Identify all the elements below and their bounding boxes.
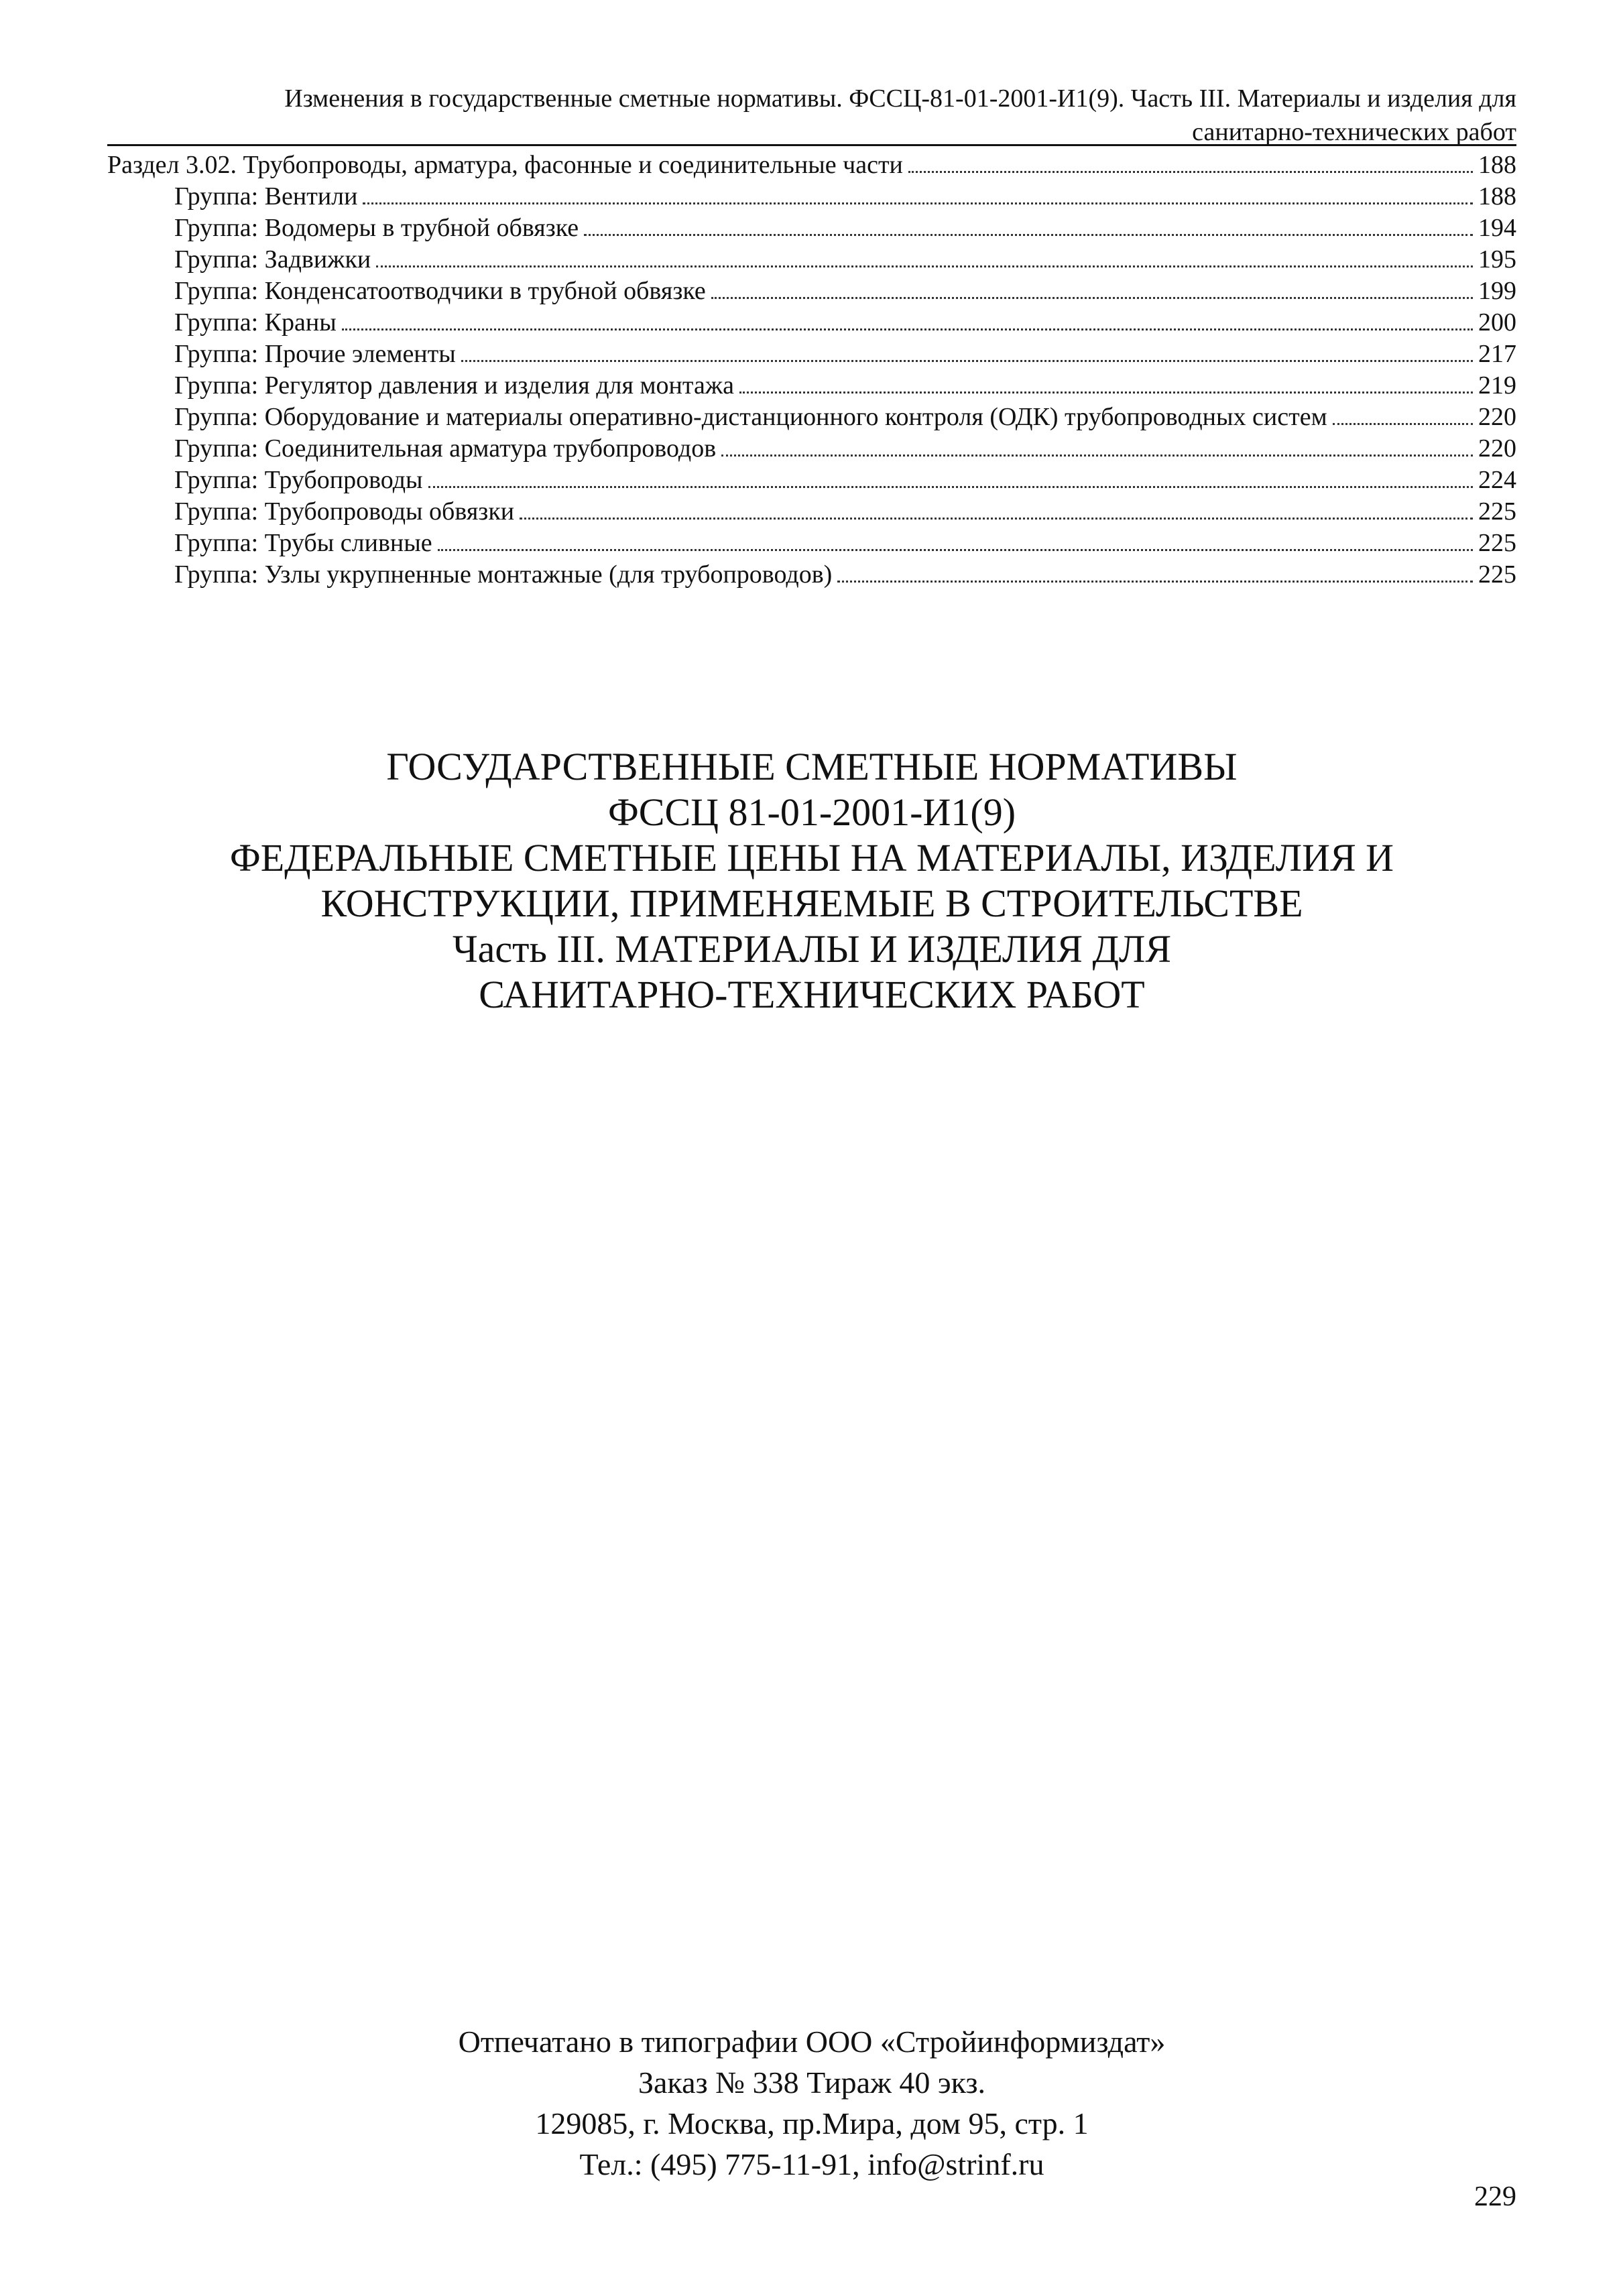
toc-section-label: Раздел 3.02. Трубопроводы, арматура, фасонные и соединительные части	[107, 151, 903, 179]
title-line-3: ФЕДЕРАЛЬНЫЕ СМЕТНЫЕ ЦЕНЫ НА МАТЕРИАЛЫ, ИЗДЕЛИЯ И	[229, 836, 1394, 880]
toc-group-label: Группа: Водомеры в трубной обвязке	[174, 214, 579, 242]
header-rule	[107, 144, 1516, 146]
title-line-5: Часть III. МАТЕРИАЛЫ И ИЗДЕЛИЯ ДЛЯ	[452, 927, 1172, 971]
toc-leader	[721, 455, 1473, 457]
running-header	[177, 82, 1516, 149]
toc-group-row	[107, 370, 1516, 402]
title-line-6: САНИТАРНО-ТЕХНИЧЕСКИХ РАБОТ	[479, 973, 1145, 1016]
toc-group-label: Группа: Вентили	[174, 182, 358, 210]
toc-leader	[908, 171, 1473, 173]
toc-group-page: 194	[1478, 214, 1516, 242]
page-number: 229	[1474, 2181, 1516, 2212]
toc-leader	[363, 202, 1473, 204]
toc-group-row	[107, 339, 1516, 370]
document-title	[107, 744, 1516, 1018]
title-line-2: ФССЦ 81-01-2001-И1(9)	[607, 790, 1016, 834]
toc-group-label: Группа: Регулятор давления и изделия для монтажа	[174, 371, 734, 400]
toc-group-label: Группа: Конденсатоотводчики в трубной обвязке	[174, 277, 706, 305]
toc-section-row	[107, 149, 1516, 181]
imprint-order: Заказ № 338 Тираж 40 экз.	[638, 2065, 986, 2100]
toc-group-page: 224	[1478, 466, 1516, 494]
toc-group-row	[107, 528, 1516, 559]
toc-group-label: Группа: Задвижки	[174, 245, 371, 274]
toc-group-label: Группа: Трубопроводы	[174, 466, 423, 494]
running-header-line-1: Изменения в государственные сметные нормативы. ФССЦ-81-01-2001-И1(9). Часть III. Материалы и изделия для	[284, 84, 1516, 113]
imprint-address: 129085, г. Москва, пр.Мира, дом 95, стр. 1	[535, 2106, 1089, 2140]
printing-imprint	[107, 2021, 1516, 2185]
toc-group-page: 188	[1478, 182, 1516, 210]
toc-leader	[1333, 423, 1473, 425]
toc-group-page: 225	[1478, 497, 1516, 526]
toc-leader	[739, 391, 1473, 394]
toc-leader	[461, 360, 1473, 362]
toc-group-row	[107, 402, 1516, 433]
imprint-contacts: Тел.: (495) 775-11-91, info@strinf.ru	[579, 2147, 1044, 2181]
toc-group-label: Группа: Прочие элементы	[174, 340, 456, 368]
toc-leader	[438, 549, 1473, 551]
toc-leader	[584, 234, 1473, 236]
toc-group-row	[107, 465, 1516, 496]
toc-leader	[376, 265, 1473, 267]
toc-leader	[711, 297, 1473, 299]
toc-group-row	[107, 276, 1516, 307]
toc-leader	[428, 486, 1473, 488]
imprint-printer: Отпечатано в типографии ООО «Стройинформиздат»	[458, 2025, 1166, 2059]
toc-group-label: Группа: Трубопроводы обвязки	[174, 497, 515, 526]
toc-group-label: Группа: Краны	[174, 308, 337, 337]
toc-group-row	[107, 307, 1516, 339]
toc-group-page: 195	[1478, 245, 1516, 274]
toc-section-page: 188	[1478, 151, 1516, 179]
toc-group-row	[107, 213, 1516, 244]
toc-group-page: 217	[1478, 340, 1516, 368]
table-of-contents	[107, 149, 1516, 591]
toc-group-row	[107, 559, 1516, 591]
toc-group-page: 220	[1478, 434, 1516, 463]
toc-group-row	[107, 244, 1516, 276]
toc-leader	[342, 328, 1473, 330]
toc-group-row	[107, 181, 1516, 213]
toc-group-label: Группа: Соединительная арматура трубопроводов	[174, 434, 717, 463]
toc-group-page: 219	[1478, 371, 1516, 400]
toc-leader	[837, 581, 1473, 583]
toc-group-page: 220	[1478, 403, 1516, 431]
toc-group-page: 225	[1478, 560, 1516, 589]
running-header-line-2: санитарно-технических работ	[1192, 118, 1516, 146]
toc-group-row	[107, 496, 1516, 528]
toc-group-row	[107, 433, 1516, 465]
toc-group-label: Группа: Оборудование и материалы оперативно-дистанционного контроля (ОДК) трубопроводных систем	[174, 403, 1327, 431]
toc-group-page: 200	[1478, 308, 1516, 337]
toc-leader	[520, 518, 1473, 520]
toc-group-page: 225	[1478, 529, 1516, 557]
toc-group-page: 199	[1478, 277, 1516, 305]
toc-group-label: Группа: Узлы укрупненные монтажные (для трубопроводов)	[174, 560, 833, 589]
title-line-1: ГОСУДАРСТВЕННЫЕ СМЕТНЫЕ НОРМАТИВЫ	[386, 745, 1238, 788]
title-line-4: КОНСТРУКЦИИ, ПРИМЕНЯЕМЫЕ В СТРОИТЕЛЬСТВЕ	[320, 882, 1303, 925]
toc-group-label: Группа: Трубы сливные	[174, 529, 432, 557]
